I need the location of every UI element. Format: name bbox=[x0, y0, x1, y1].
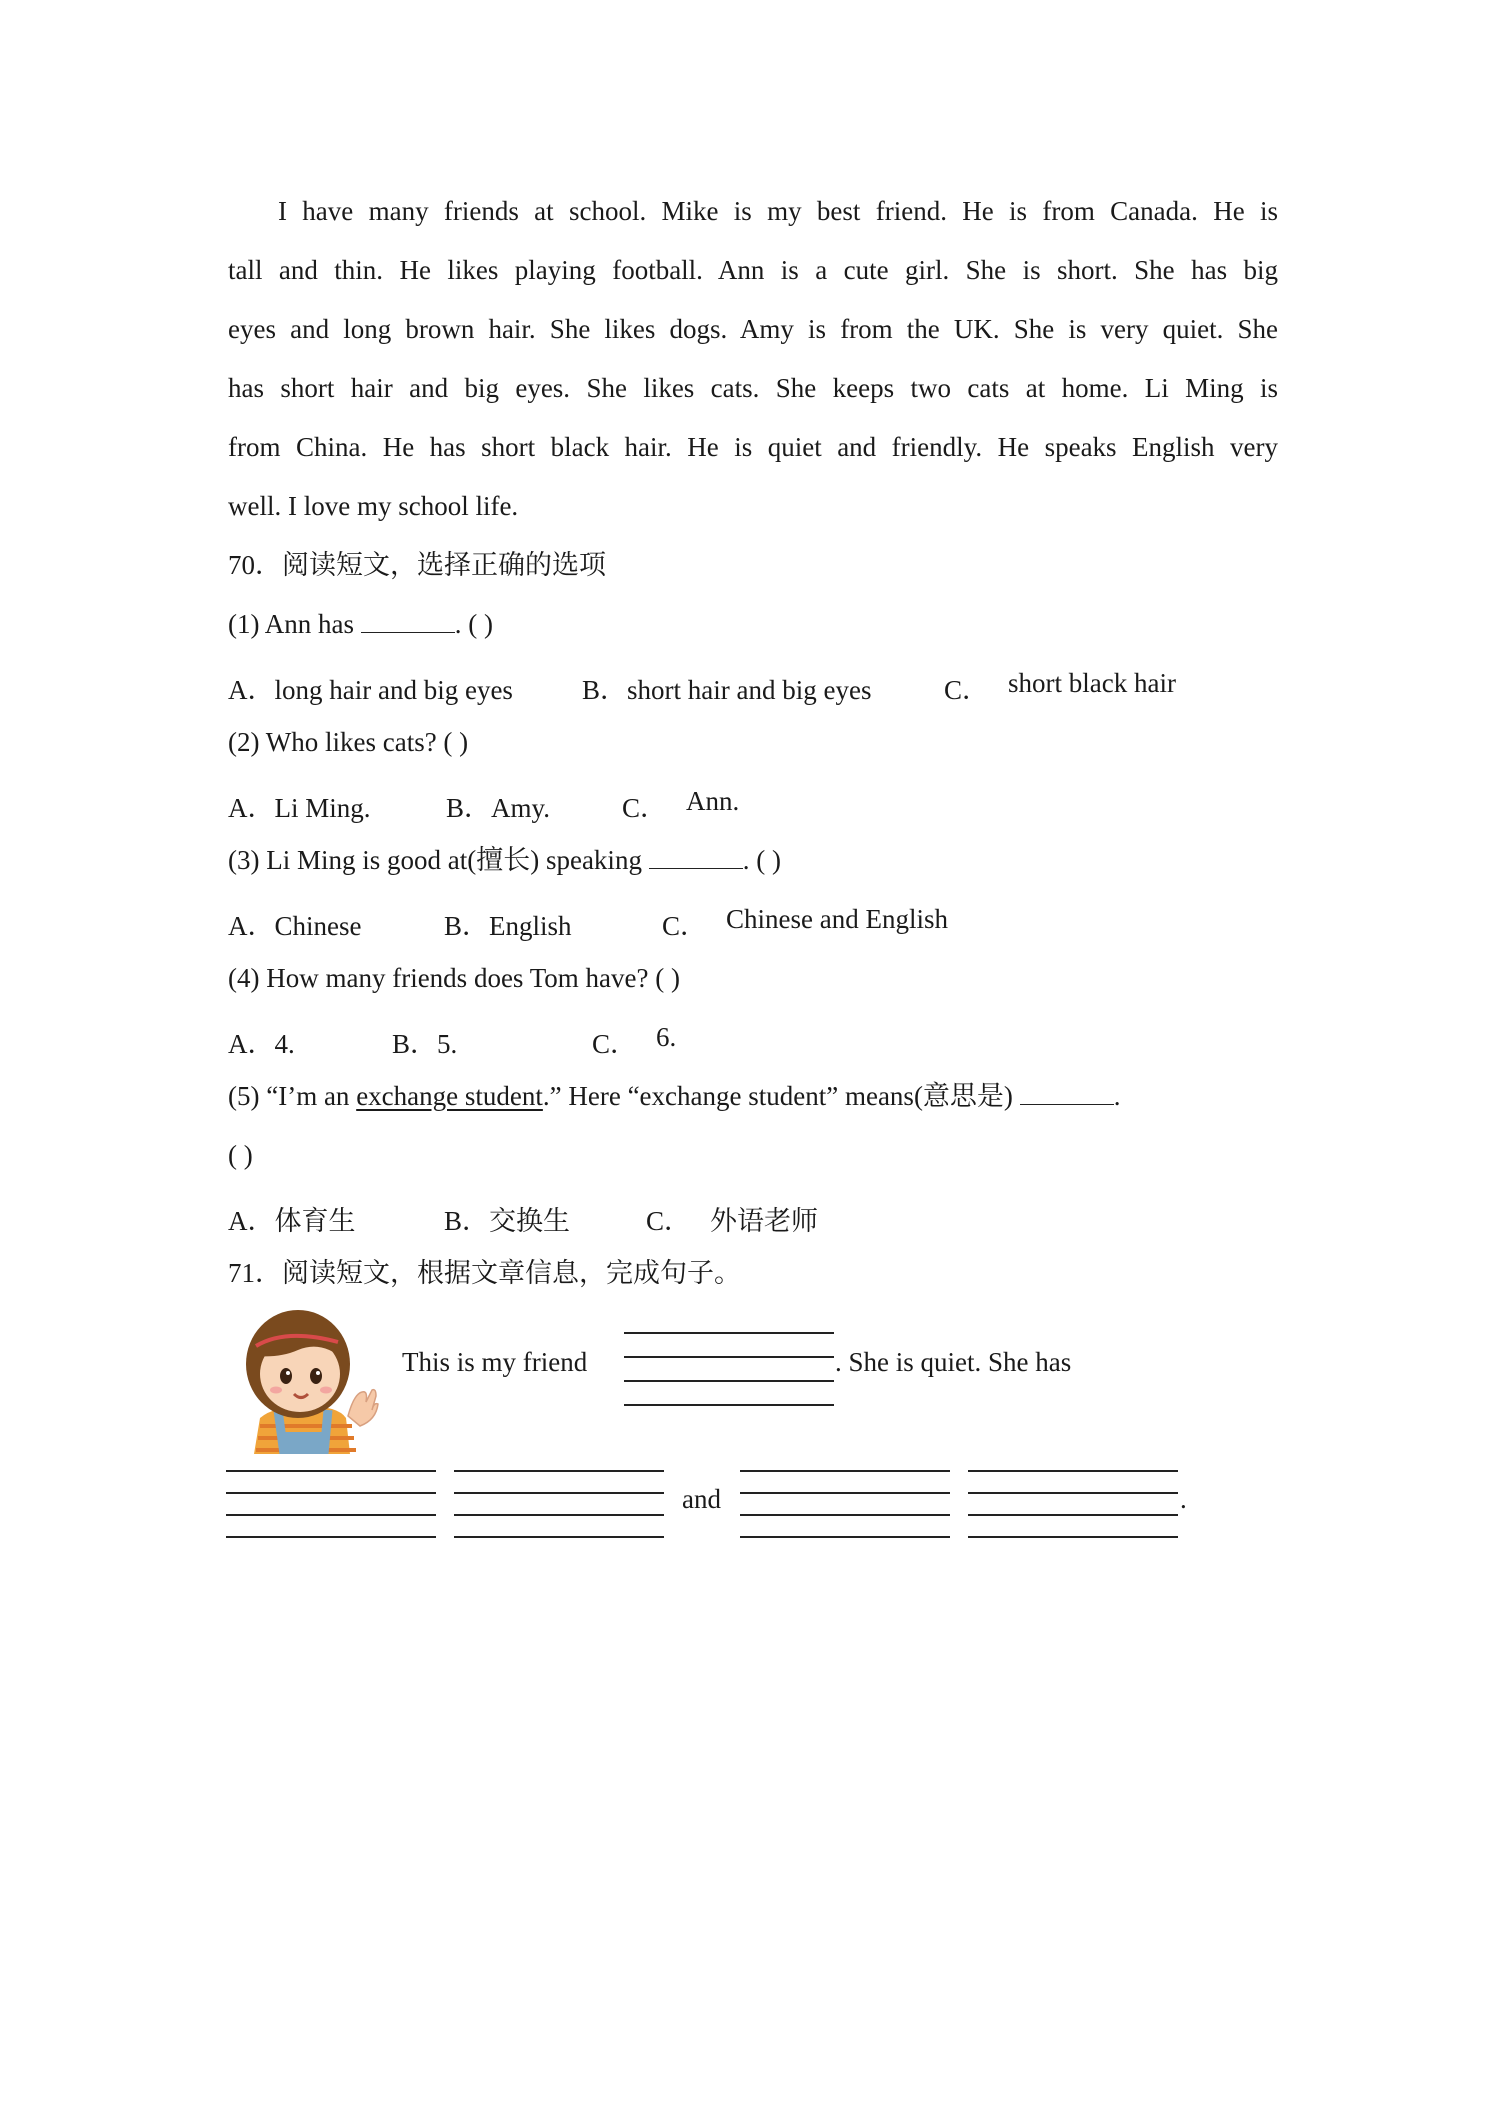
writing-line bbox=[226, 1514, 436, 1516]
answer-blank[interactable] bbox=[649, 848, 743, 869]
q70-item2-stem: (2) Who likes cats? ( ) bbox=[228, 727, 469, 757]
q70-title: 70．阅读短文，选择正确的选项 bbox=[228, 550, 606, 580]
writing-line bbox=[968, 1514, 1178, 1516]
q70-item5-stem bbox=[228, 1081, 1120, 1111]
girl-avatar-illustration bbox=[226, 1306, 386, 1454]
q70-item1-option-c[interactable]: short black hair bbox=[1008, 668, 1176, 698]
q71-period: . bbox=[1180, 1484, 1187, 1514]
q70-item3-stem-b: . ( ) bbox=[742, 845, 781, 875]
answer-blank[interactable] bbox=[361, 612, 455, 633]
q70-item3-option-a[interactable]: A．Chinese bbox=[228, 911, 362, 941]
q70-item1-stem-a: (1) Ann has bbox=[228, 609, 361, 639]
q70-item2-option-c[interactable]: Ann. bbox=[686, 786, 740, 816]
writing-line bbox=[624, 1356, 834, 1358]
writing-line bbox=[454, 1492, 664, 1494]
q70-item3-stem-a: (3) Li Ming is good at(擅长) speaking bbox=[228, 845, 649, 875]
writing-line bbox=[454, 1470, 664, 1472]
passage-line-4: has short hair and big eyes. She likes cats. She keeps two cats at home. Li Ming is bbox=[228, 373, 1278, 403]
writing-line bbox=[226, 1470, 436, 1472]
q70-item1-stem bbox=[228, 609, 493, 639]
q71-sentence-b: . She is quiet. She has bbox=[835, 1347, 1072, 1377]
q70-item2-option-c-letter[interactable]: C． bbox=[622, 793, 668, 823]
writing-line bbox=[454, 1514, 664, 1516]
q70-item5-stem-b: .” Here “exchange student” means(意思是) bbox=[542, 1081, 1020, 1111]
writing-line bbox=[454, 1536, 664, 1538]
q70-item5-underlined-phrase: exchange student bbox=[356, 1081, 543, 1111]
q71-title: 71．阅读短文，根据文章信息，完成句子。 bbox=[228, 1258, 741, 1288]
q70-item5-option-c[interactable]: 外语老师 bbox=[710, 1206, 818, 1236]
writing-line bbox=[740, 1492, 950, 1494]
q70-item1-option-a[interactable]: A．long hair and big eyes bbox=[228, 675, 513, 705]
passage-line-1: I have many friends at school. Mike is my best friend. He is from Canada. He is bbox=[278, 196, 1278, 226]
q70-item5-stem-c: . bbox=[1113, 1081, 1121, 1111]
q70-item4-stem: (4) How many friends does Tom have? ( ) bbox=[228, 963, 680, 993]
passage-line-5: from China. He has short black hair. He is quiet and friendly. He speaks English very bbox=[228, 432, 1278, 462]
q70-item3-stem bbox=[228, 845, 781, 875]
writing-line bbox=[968, 1536, 1178, 1538]
q71-and: and bbox=[682, 1484, 721, 1514]
q70-item1-stem-b: . ( ) bbox=[454, 609, 493, 639]
q70-item5-option-a[interactable]: A．体育生 bbox=[228, 1206, 356, 1236]
q71-sentence-a: This is my friend bbox=[402, 1347, 588, 1377]
q70-item4-option-c[interactable]: 6. bbox=[656, 1022, 677, 1052]
q70-item1-option-b[interactable]: B．short hair and big eyes bbox=[582, 675, 872, 705]
q70-item3-option-b[interactable]: B．English bbox=[444, 911, 572, 941]
q70-item4-option-c-letter[interactable]: C． bbox=[592, 1029, 638, 1059]
passage-line-3: eyes and long brown hair. She likes dogs. Amy is from the UK. She is very quiet. She bbox=[228, 314, 1278, 344]
q70-item3-option-c[interactable]: Chinese and English bbox=[726, 904, 948, 934]
passage-line-6: well. I love my school life. bbox=[228, 491, 519, 521]
answer-blank[interactable] bbox=[1020, 1084, 1114, 1105]
writing-line bbox=[624, 1404, 834, 1406]
q70-item3-option-c-letter[interactable]: C． bbox=[662, 911, 708, 941]
q70-item4-option-b[interactable]: B．5. bbox=[392, 1029, 458, 1059]
q70-item4-option-a[interactable]: A．4. bbox=[228, 1029, 295, 1059]
q70-item5-option-b[interactable]: B．交换生 bbox=[444, 1206, 571, 1236]
writing-line bbox=[226, 1492, 436, 1494]
writing-line bbox=[226, 1536, 436, 1538]
q70-item2-option-a[interactable]: A．Li Ming. bbox=[228, 793, 371, 823]
q70-item5-stem-a: (5) “I’m an bbox=[228, 1081, 357, 1111]
writing-line bbox=[624, 1332, 834, 1334]
writing-line bbox=[740, 1536, 950, 1538]
writing-line bbox=[740, 1470, 950, 1472]
q70-item5-option-c-letter[interactable]: C． bbox=[646, 1206, 692, 1236]
q70-item5-answer-paren: ( ) bbox=[228, 1140, 253, 1170]
q70-item1-option-c-letter[interactable]: C． bbox=[944, 675, 990, 705]
writing-line bbox=[624, 1380, 834, 1382]
writing-line bbox=[968, 1470, 1178, 1472]
writing-line bbox=[968, 1492, 1178, 1494]
writing-line bbox=[740, 1514, 950, 1516]
q70-item2-option-b[interactable]: B．Amy. bbox=[446, 793, 551, 823]
passage-line-2: tall and thin. He likes playing football. Ann is a cute girl. She is short. She has big bbox=[228, 255, 1278, 285]
